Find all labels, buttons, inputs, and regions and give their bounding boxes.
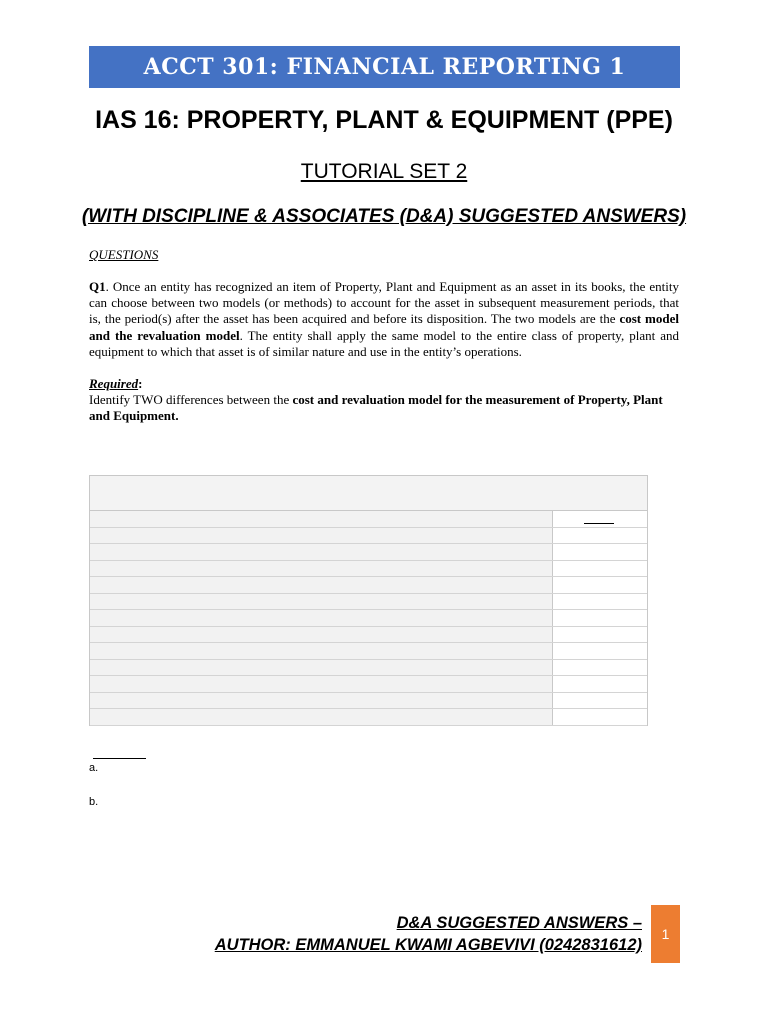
table-row (90, 528, 647, 545)
footer-line-1: D&A SUGGESTED ANSWERS – (396, 914, 642, 932)
table-row (90, 610, 647, 627)
required-section (89, 376, 679, 424)
answers-note: (WITH DISCIPLINE & ASSOCIATES (D&A) SUGGESTED ANSWERS) (81, 206, 687, 227)
document-title: IAS 16: PROPERTY, PLANT & EQUIPMENT (PPE) (95, 106, 673, 134)
question-text-1: . Once an entity has recognized an item of Property, Plant and Equipment as an asset in its books, the entity can choose between two models (or methods) to account for the asset in subsequent measurement periods, that is, the period(s) after the asset has been acquired and before its disposition. The two models are the (89, 279, 679, 327)
table-row (90, 511, 647, 528)
table-row (90, 544, 647, 561)
question-label: Q1 (89, 279, 106, 294)
footer-line-2: AUTHOR: EMMANUEL KWAMI AGBEVIVI (0242831612) (214, 936, 642, 954)
question-text-2: . The entity shall apply the same model to the entire class of property, plant and equipment to which that asset is of similar nature and use in the entity’s operations. (89, 327, 679, 359)
required-label: Required (89, 376, 139, 391)
required-text: Identify TWO differences between the (89, 392, 293, 407)
divider-line (93, 758, 146, 759)
answer-a-label: a. (89, 762, 99, 774)
table-row (90, 577, 647, 594)
page-footer (215, 912, 642, 956)
table-row (90, 594, 647, 611)
questions-heading: QUESTIONS (89, 247, 159, 262)
table-row (90, 709, 647, 726)
course-banner (89, 46, 680, 88)
table-row (90, 627, 647, 644)
answer-b-label: b. (89, 796, 99, 808)
table-row (90, 693, 647, 710)
table-row (90, 561, 647, 578)
page-number: 1 (651, 905, 680, 963)
course-title: ACCT 301: FINANCIAL REPORTING 1 (143, 54, 626, 80)
table-header (90, 476, 647, 511)
table-row (90, 643, 647, 660)
question-bold: cost model and the revaluation model (89, 311, 679, 343)
required-colon: : (138, 376, 143, 391)
required-bold: cost and revaluation model for the measurement of Property, Plant and Equipment. (89, 392, 663, 423)
question-1 (89, 279, 679, 360)
answer-table (89, 475, 648, 726)
table-row (90, 660, 647, 677)
table-row (90, 676, 647, 693)
tutorial-subtitle: TUTORIAL SET 2 (300, 160, 468, 183)
